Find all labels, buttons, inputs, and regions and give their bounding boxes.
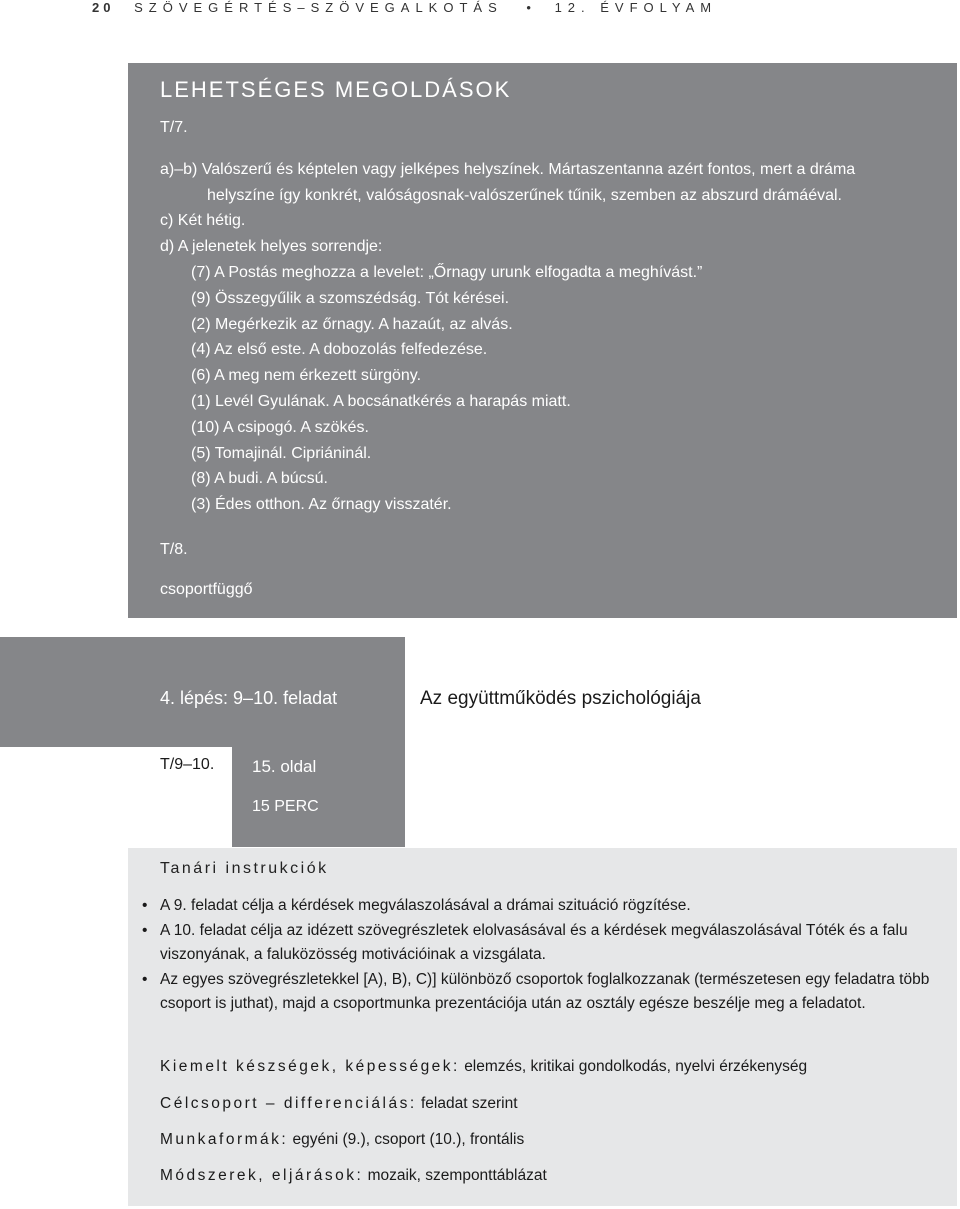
instruction-item: • Az egyes szövegrészletekkel [A), B), C)] különböző csoportok foglalkozzanak (természetesen egy feladatra több csoport is juthat), majd a csoportmunka prezentációja után az osztály egésze beszélje meg a feladatot. [142, 968, 932, 1017]
scene-order-item: (5) Tomajinál. Cipriáninál. [191, 444, 372, 462]
step-tasks: T/9–10. [160, 756, 215, 773]
target-group-value: feladat szerint [421, 1095, 518, 1112]
header-subject: SZÖVEGÉRTÉS–SZÖVEGALKOTÁS [134, 0, 503, 15]
page-number: 20 [92, 0, 115, 15]
step-title: Az együttműködés pszichológiája [420, 688, 701, 709]
task-t8: T/8. [160, 541, 188, 558]
methods-label: Módszerek, eljárások: [160, 1167, 364, 1184]
skills-row [160, 1058, 807, 1076]
page-header [92, 0, 717, 20]
instruction-item: • A 9. feladat célja a kérdések megválaszolásával a drámai szituáció rögzítése. [142, 894, 932, 919]
step-label: 4. lépés: 9–10. feladat [160, 688, 338, 708]
answer-c: c) Két hétig. [160, 212, 246, 230]
work-forms-row [160, 1131, 524, 1149]
answer-ab-line2: helyszíne így konkrét, valóságosnak-valószerűnek tűnik, szemben az abszurd drámáéval. [207, 186, 842, 204]
scene-order-item: (6) A meg nem érkezett sürgöny. [191, 367, 422, 385]
task-t8-answer: csoportfüggő [160, 581, 253, 598]
scene-order-item: (10) A csipogó. A szökés. [191, 418, 369, 436]
solutions-panel [128, 63, 957, 618]
header-grade: 12. ÉVFOLYAM [554, 0, 718, 15]
skills-label: Kiemelt készségek, képességek: [160, 1058, 460, 1075]
scene-order-item: (9) Összegyűlik a szomszédság. Tót kérései. [191, 289, 510, 307]
instructions-list [142, 894, 932, 1017]
work-forms-value: egyéni (9.), csoport (10.), frontális [292, 1131, 525, 1148]
scene-order-item: (7) A Postás meghozza a levelet: „Őrnagy urunk elfogadta a meghívást.” [191, 263, 703, 281]
header-bullet: • [526, 0, 531, 15]
answer-ab-line1: a)–b) Valószerű és képtelen vagy jelképes helyszínek. Mártaszentanna azért fontos, mert a dráma [160, 160, 856, 178]
scene-order-item: (3) Édes otthon. Az őrnagy visszatér. [191, 496, 452, 514]
scene-order-list [160, 260, 940, 518]
instruction-item: • A 10. feladat célja az idézett szövegrészletek elolvasásával és a kérdések megválaszolásával Tóték és a falu viszonyának, a faluközösség motivációinak a vizsgálata. [142, 919, 932, 968]
scene-order-item: (4) Az első este. A dobozolás felfedezése. [191, 341, 488, 359]
methods-value: mozaik, szemponttáblázat [367, 1167, 547, 1184]
answer-d: d) A jelenetek helyes sorrendje: [160, 238, 383, 256]
solutions-body [160, 115, 940, 518]
scene-order-item: (2) Megérkezik az őrnagy. A hazaút, az alvás. [191, 315, 513, 333]
solutions-title: LEHETSÉGES MEGOLDÁSOK [160, 77, 512, 102]
task-t7: T/7. [160, 119, 188, 136]
target-group-label: Célcsoport – differenciálás: [160, 1095, 417, 1112]
step-page-ref: 15. oldal [252, 757, 317, 776]
work-forms-label: Munkaformák: [160, 1131, 289, 1148]
scene-order-item: (8) A budi. A búcsú. [191, 470, 328, 488]
instructions-title: Tanári instrukciók [160, 860, 329, 877]
scene-order-item: (1) Levél Gyulának. A bocsánatkérés a harapás miatt. [191, 392, 571, 410]
target-group-row [160, 1095, 518, 1113]
methods-row [160, 1167, 547, 1185]
skills-value: elemzés, kritikai gondolkodás, nyelvi érzékenység [464, 1058, 808, 1075]
step-duration: 15 PERC [252, 798, 319, 815]
teacher-instructions-panel [128, 848, 957, 1206]
